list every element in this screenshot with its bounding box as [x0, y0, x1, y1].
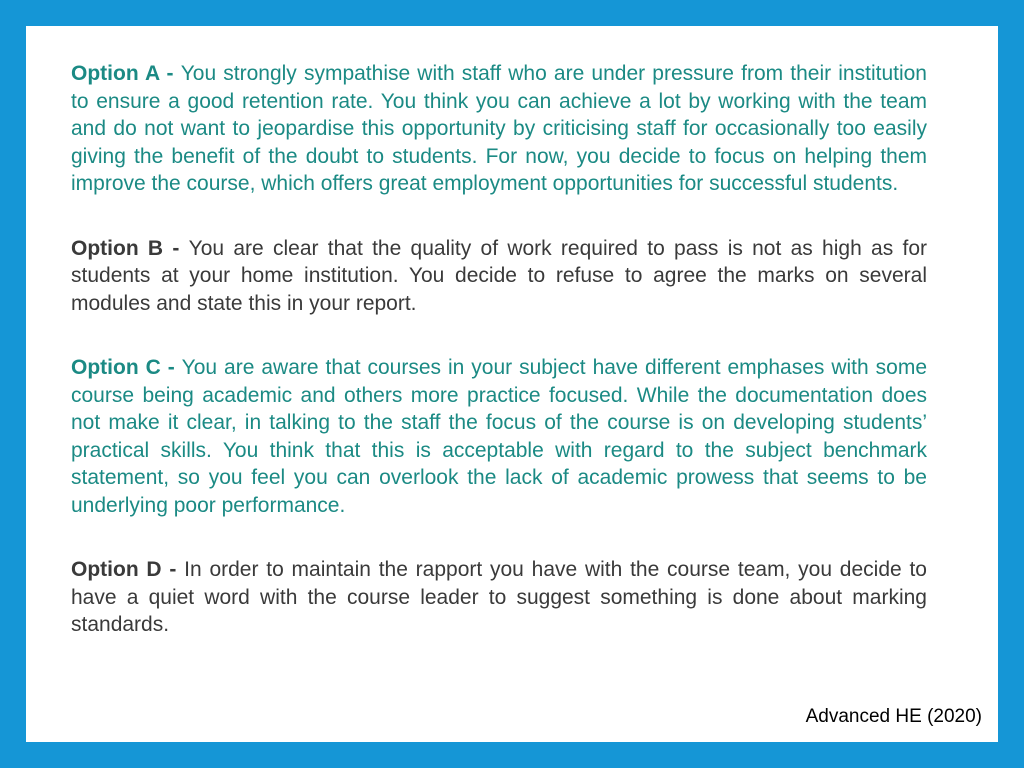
- slide-panel: [26, 26, 998, 742]
- option-b: [71, 235, 927, 318]
- options-list: [71, 60, 927, 676]
- option-a-text: You strongly sympathise with staff who are under pressure from their institution to ensure a good retention rate. You think you can achieve a lot by working with the team and do not want to jeopardise this opportunity by criticising staff for occasionally too easily giving the benefit of the doubt to students. For now, you decide to focus on helping them improve the course, which offers great employment opportunities for successful students.: [71, 62, 927, 195]
- option-d-label: Option D -: [71, 558, 185, 581]
- option-d: [71, 556, 927, 639]
- option-a: [71, 60, 927, 198]
- source-credit: Advanced HE (2020): [805, 706, 982, 727]
- option-d-text: In order to maintain the rapport you have with the course team, you decide to have a quiet word with the course leader to suggest something is done about marking standards.: [71, 558, 927, 636]
- option-a-label: Option A -: [71, 62, 181, 85]
- option-c: [71, 354, 927, 519]
- option-c-label: Option C -: [71, 356, 182, 379]
- option-b-text: You are clear that the quality of work required to pass is not as high as for students at your home institution. You decide to refuse to agree the marks on several modules and state this in your report.: [71, 236, 927, 315]
- option-b-label: Option B -: [71, 236, 189, 260]
- option-c-text: You are aware that courses in your subject have different emphases with some course being academic and others more practice focused. While the documentation does not make it clear, in talking to the staff the focus of the course is on developing students’ practical skills. You think that this is acceptable with regard to the subject benchmark statement, so you feel you can overlook the lack of academic prowess that seems to be underlying poor performance.: [71, 356, 927, 517]
